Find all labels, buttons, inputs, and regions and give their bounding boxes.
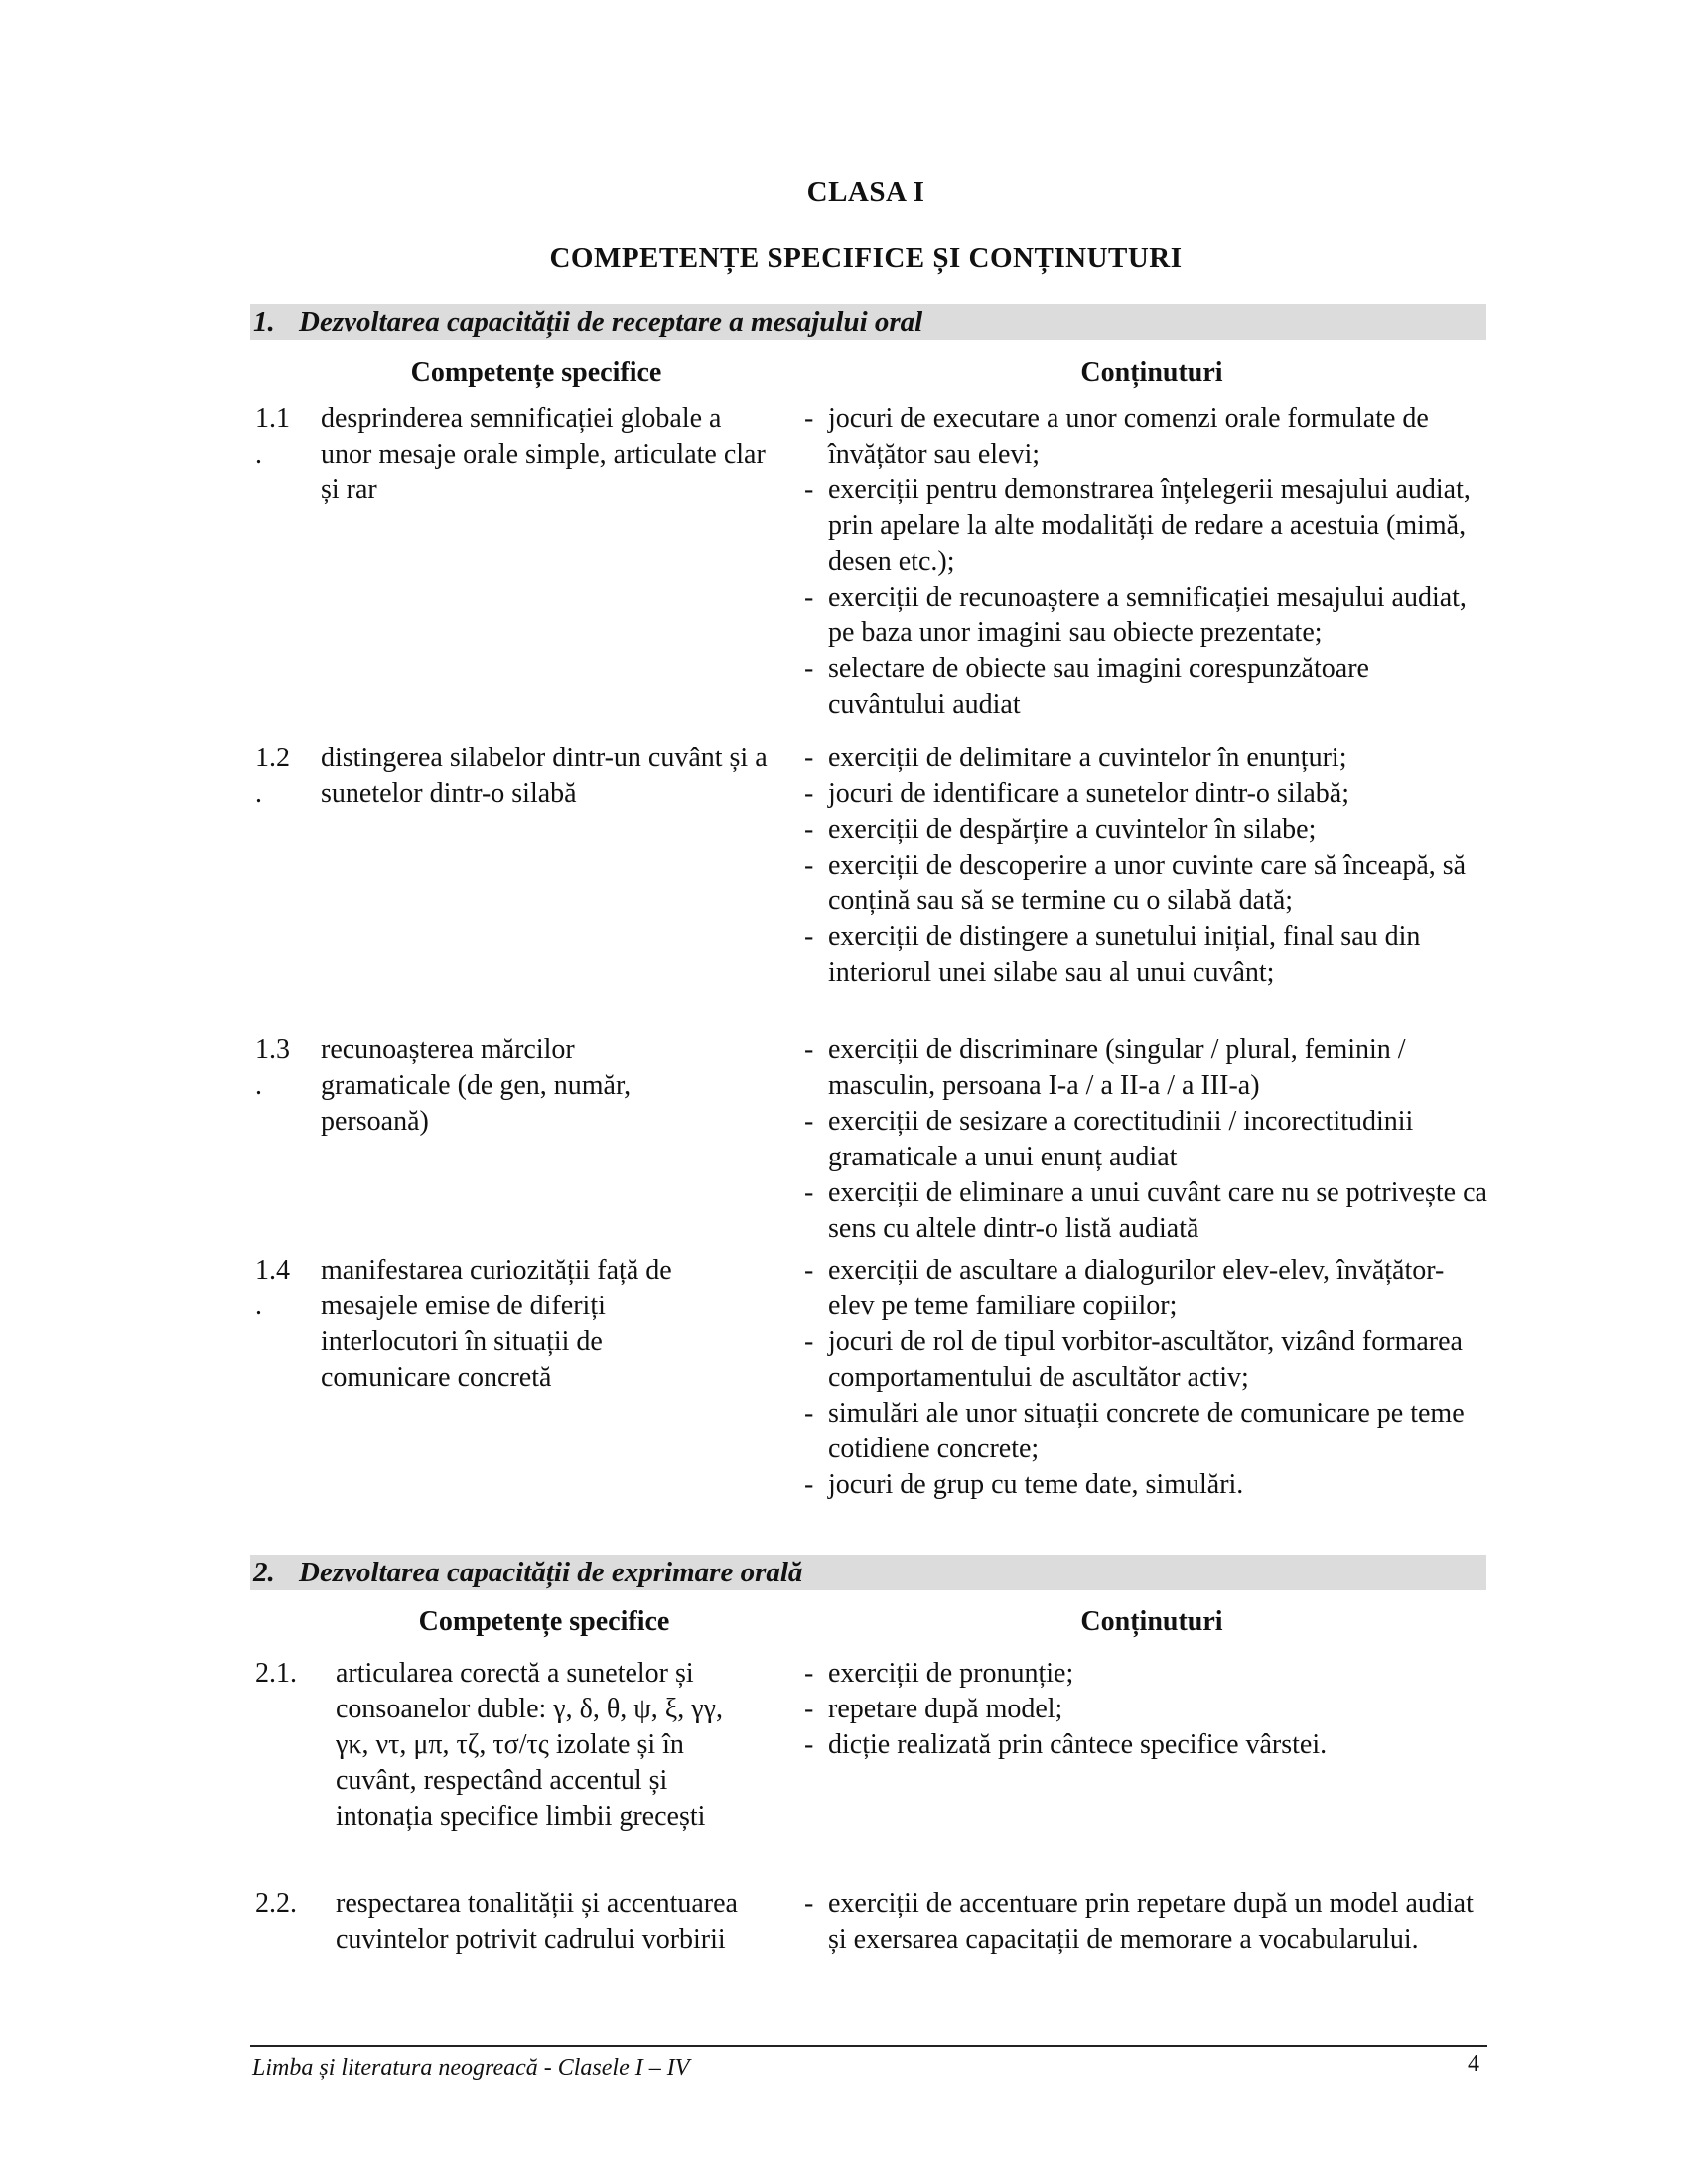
content-item: - exerciții de eliminare a unui cuvânt care nu se potrivește ca sens cu altele dintr-o listă audiată	[802, 1175, 1487, 1247]
section-2-title: Dezvoltarea capacității de exprimare orală	[299, 1557, 803, 1588]
footer-rule	[250, 2045, 1487, 2047]
competence-text: manifestarea curiozității față de mesajele emise de diferiți interlocutori în situații de comunicare concretă	[321, 1255, 672, 1393]
content-item: - selectare de obiecte sau imagini corespunzătoare cuvântului audiat	[802, 651, 1487, 723]
document-subtitle: COMPETENȚE SPECIFICE ȘI CONȚINUTURI	[549, 242, 1183, 274]
contents-list	[802, 1656, 1487, 1763]
competence-number: 1.1 .	[255, 403, 290, 470]
competence-text: distingerea silabelor dintr-un cuvânt și a sunetelor dintr-o silabă	[321, 743, 768, 809]
competence-number: 2.1.	[255, 1658, 297, 1689]
content-item: - exerciții de accentuare prin repetare după un model audiat și exersarea capacitații de memorare a vocabularului.	[802, 1886, 1487, 1958]
section-1-number: 1.	[253, 306, 275, 338]
class-title: CLASA I	[806, 176, 925, 207]
content-item: - exerciții de despărțire a cuvintelor în silabe;	[802, 812, 1487, 848]
content-item: - simulări ale unor situații concrete de comunicare pe teme cotidiene concrete;	[802, 1396, 1487, 1467]
content-item: - exerciții de descoperire a unor cuvinte care să înceapă, să conțină sau să se termine cu o silabă dată;	[802, 848, 1487, 919]
content-item: - exerciții de delimitare a cuvintelor în enunțuri;	[802, 741, 1487, 776]
competence-text: respectarea tonalității și accentuarea cuvintelor potrivit cadrului vorbirii	[336, 1888, 738, 1955]
section-1-col-competences: Competențe specifice	[410, 357, 662, 388]
competence-number: 2.2.	[255, 1888, 297, 1919]
content-item: - repetare după model;	[802, 1692, 1487, 1727]
section-1-heading	[250, 304, 1486, 340]
content-item: - exerciții de distingere a sunetului inițial, final sau din interiorul unei silabe sau al unui cuvânt;	[802, 919, 1487, 991]
competence-number: 1.3 .	[255, 1034, 290, 1101]
competence-number: 1.2 .	[255, 743, 290, 809]
content-item: - jocuri de executare a unor comenzi orale formulate de învățător sau elevi;	[802, 401, 1487, 473]
contents-list	[802, 1886, 1487, 1958]
content-item: - jocuri de rol de tipul vorbitor-ascultător, vizând formarea comportamentului de ascultător activ;	[802, 1324, 1487, 1396]
page-number: 4	[1468, 2051, 1479, 2077]
content-item: - exerciții de pronunție;	[802, 1656, 1487, 1692]
footer-text: Limba și literatura neogreacă - Clasele I – IV	[252, 2055, 690, 2081]
section-1-title: Dezvoltarea capacității de receptare a mesajului oral	[299, 306, 923, 338]
content-item: - dicție realizată prin cântece specifice vârstei.	[802, 1727, 1487, 1763]
content-item: - exerciții de discriminare (singular / plural, feminin / masculin, persoana I-a / a II-a / a III-a)	[802, 1032, 1487, 1104]
competence-number: 1.4 .	[255, 1255, 290, 1321]
content-item: - jocuri de grup cu teme date, simulări.	[802, 1467, 1487, 1503]
section-2-heading	[250, 1555, 1486, 1590]
contents-list	[802, 1253, 1487, 1503]
contents-list	[802, 1032, 1487, 1247]
section-1-col-contents: Conținuturi	[1080, 357, 1223, 388]
content-item: - exerciții pentru demonstrarea înțelegerii mesajului audiat, prin apelare la alte modalități de redare a acestuia (mimă, desen etc.);	[802, 473, 1487, 580]
contents-list	[802, 401, 1487, 723]
contents-list	[802, 741, 1487, 991]
competence-text: articularea corectă a sunetelor și consoanelor duble: γ, δ, θ, ψ, ξ, γγ, γκ, ντ, μπ, τζ, τσ/τς izolate și în cuvânt, respectând accentul și intonația specifice limbii grecești	[336, 1658, 724, 1832]
section-2-col-contents: Conținuturi	[1080, 1606, 1223, 1637]
competence-text: desprinderea semnificației globale a unor mesaje orale simple, articulate clar și rar	[321, 403, 766, 505]
content-item: - exerciții de recunoaștere a semnificației mesajului audiat, pe baza unor imagini sau obiecte prezentate;	[802, 580, 1487, 651]
content-item: - exerciții de ascultare a dialogurilor elev-elev, învățător-elev pe teme familiare copiilor;	[802, 1253, 1487, 1324]
content-item: - exerciții de sesizare a corectitudinii / incorectitudinii gramaticale a unui enunț audiat	[802, 1104, 1487, 1175]
section-2-col-competences: Competențe specifice	[418, 1606, 670, 1637]
content-item: - jocuri de identificare a sunetelor dintr-o silabă;	[802, 776, 1487, 812]
competence-text: recunoașterea mărcilor gramaticale (de gen, număr, persoană)	[321, 1034, 632, 1137]
section-2-number: 2.	[253, 1557, 275, 1588]
